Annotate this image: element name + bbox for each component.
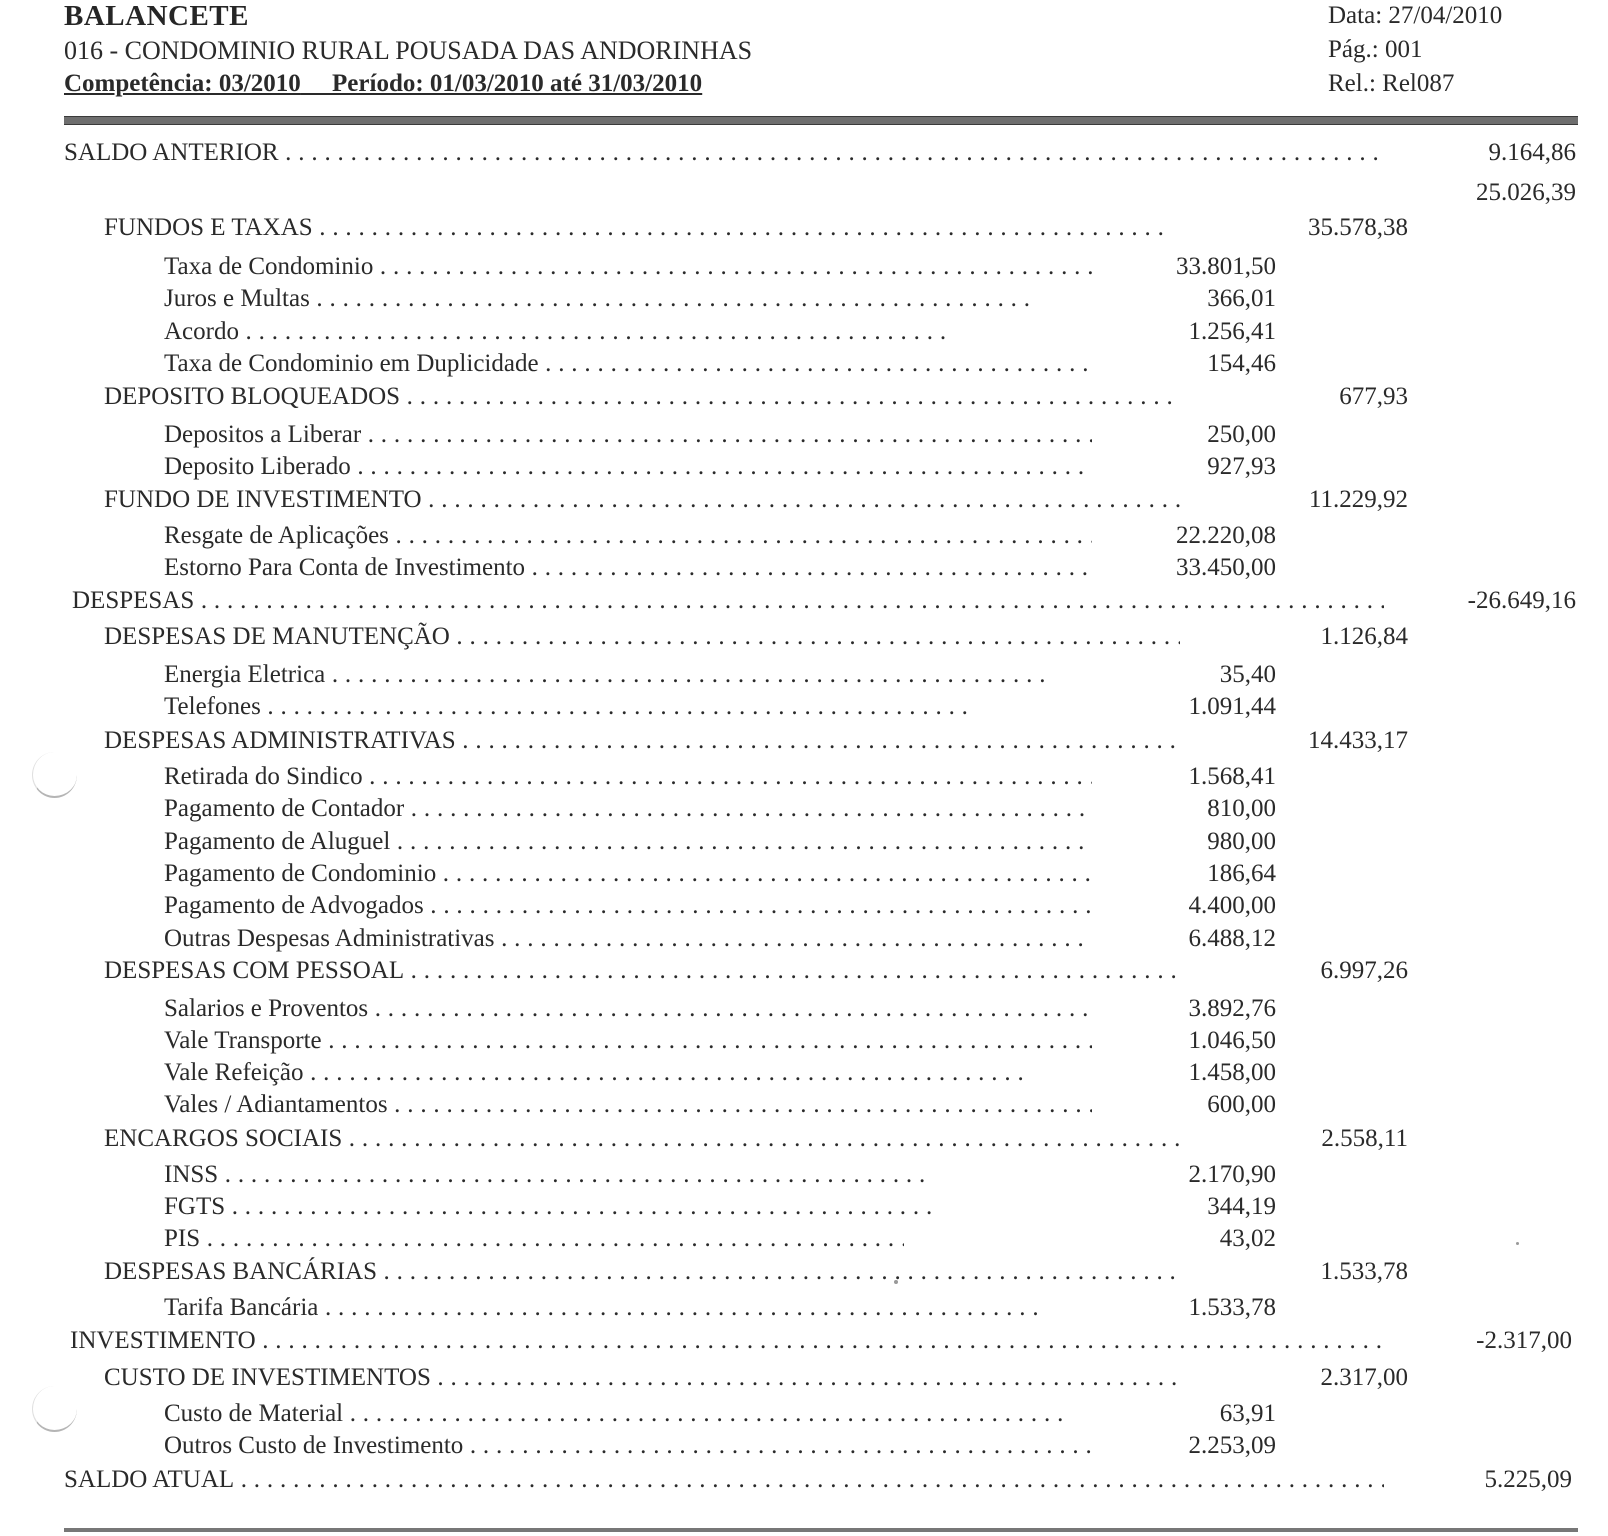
ledger-row	[0, 1326, 1608, 1356]
ledger-row	[0, 1026, 1608, 1056]
account-label: DESPESAS ADMINISTRATIVAS . . .	[104, 726, 1180, 756]
amount-value: 1.046,50	[1188, 1027, 1276, 1054]
amount-value: 1.458,00	[1188, 1059, 1276, 1086]
account-label: Depositos a Liberar . . .	[164, 420, 1092, 450]
ledger-row	[0, 726, 1608, 756]
amount-value: 9.164,86	[1488, 139, 1576, 166]
amount-value: 25.026,39	[1476, 179, 1576, 206]
account-label: Vale Refeição . . .	[164, 1058, 1024, 1088]
ledger-row	[0, 349, 1608, 379]
account-label: DESPESAS DE MANUTENÇÃO . . .	[104, 622, 1180, 652]
amount-value: 186,64	[1207, 860, 1276, 887]
ledger-row	[0, 1293, 1608, 1323]
amount-value: 6.488,12	[1188, 925, 1276, 952]
ledger-row	[0, 1058, 1608, 1088]
client-name: 016 - CONDOMINIO RURAL POUSADA DAS ANDORINHAS	[64, 36, 753, 65]
account-label: CUSTO DE INVESTIMENTOS . . .	[104, 1363, 1180, 1393]
amount-value: 35,40	[1219, 661, 1276, 688]
account-label: INSS . . .	[164, 1160, 932, 1190]
amount-value: 22.220,08	[1176, 522, 1276, 549]
account-label: DESPESAS . . .	[72, 586, 1384, 616]
report-id: Rel.: Rel087	[1328, 70, 1455, 97]
ledger-row	[0, 1224, 1608, 1254]
amount-value: 33.801,50	[1176, 253, 1276, 280]
account-label: DESPESAS BANCÁRIAS . . .	[104, 1257, 1180, 1287]
amount-value: 5.225,09	[1484, 1466, 1572, 1493]
ledger-row	[0, 284, 1608, 314]
ledger-row	[0, 1124, 1608, 1154]
period-line	[64, 70, 702, 98]
amount-value: 1.256,41	[1188, 318, 1276, 345]
account-label: Telefones . . .	[164, 692, 976, 722]
punch-hole-mark	[32, 752, 77, 798]
ledger-row	[0, 382, 1608, 412]
account-label: Energia Eletrica . . .	[164, 660, 1046, 690]
amount-value: 2.558,11	[1321, 1125, 1408, 1152]
scan-speck	[894, 1280, 898, 1284]
ledger-row	[0, 485, 1608, 515]
account-label: Pagamento de Advogados . . .	[164, 891, 1092, 921]
ledger-row	[0, 1090, 1608, 1120]
ledger-row	[0, 924, 1608, 954]
ledger-row	[0, 1192, 1608, 1222]
account-label: SALDO ATUAL . . .	[64, 1465, 1384, 1495]
amount-value: 1.533,78	[1188, 1294, 1276, 1321]
account-label: Custo de Material . . .	[164, 1399, 1062, 1429]
account-label: Vale Transporte . . .	[164, 1026, 1092, 1056]
amount-value: 154,46	[1207, 350, 1276, 377]
ledger-row	[0, 1399, 1608, 1429]
ledger-row	[0, 794, 1608, 824]
amount-value: 810,00	[1207, 795, 1276, 822]
ledger-row	[0, 1257, 1608, 1287]
account-label: Resgate de Aplicações . . .	[164, 521, 1092, 551]
ledger-row	[0, 252, 1608, 282]
amount-value: 2.317,00	[1320, 1364, 1408, 1391]
amount-value: 250,00	[1207, 421, 1276, 448]
amount-value: 35.578,38	[1308, 214, 1408, 241]
account-label: Outros Custo de Investimento . . .	[164, 1431, 1092, 1461]
amount-value: 1.126,84	[1320, 623, 1408, 650]
account-label: FUNDO DE INVESTIMENTO . . .	[104, 485, 1180, 515]
account-label: Deposito Liberado . . .	[164, 452, 1092, 482]
account-label: ENCARGOS SOCIAIS . . .	[104, 1124, 1180, 1154]
account-label: Estorno Para Conta de Investimento . . .	[164, 553, 1092, 583]
ledger-row	[0, 994, 1608, 1024]
ledger-row	[0, 827, 1608, 857]
ledger-row	[0, 660, 1608, 690]
account-label: Pagamento de Aluguel . . .	[164, 827, 1092, 857]
competencia-label: Competência: 03/2010	[64, 70, 301, 97]
account-label: Salarios e Proventos . . .	[164, 994, 1092, 1024]
amount-value: 600,00	[1207, 1091, 1276, 1118]
amount-value: 14.433,17	[1308, 727, 1408, 754]
ledger-row	[0, 859, 1608, 889]
amount-value: 344,19	[1207, 1193, 1276, 1220]
amount-value: 6.997,26	[1320, 957, 1408, 984]
amount-value: 2.170,90	[1188, 1161, 1276, 1188]
amount-value: 1.533,78	[1320, 1258, 1408, 1285]
page-number: Pág.: 001	[1328, 36, 1423, 63]
account-label: Tarifa Bancária . . .	[164, 1293, 1038, 1323]
amount-value: 43,02	[1219, 1225, 1276, 1252]
amount-value: -26.649,16	[1467, 587, 1576, 614]
amount-value: 1.568,41	[1188, 763, 1276, 790]
report-title: BALANCETE	[64, 0, 249, 32]
amount-value: 4.400,00	[1188, 892, 1276, 919]
ledger-row	[0, 622, 1608, 652]
report-date: Data: 27/04/2010	[1328, 2, 1503, 29]
ledger-row	[0, 586, 1608, 616]
account-label: FGTS . . .	[164, 1192, 938, 1222]
amount-value: 2.253,09	[1188, 1432, 1276, 1459]
account-label: Pagamento de Contador . . .	[164, 794, 1092, 824]
amount-value: -2.317,00	[1476, 1327, 1572, 1354]
ledger-row	[0, 213, 1608, 243]
amount-value: 366,01	[1207, 285, 1276, 312]
ledger-row	[0, 553, 1608, 583]
amount-value: 11.229,92	[1308, 486, 1408, 513]
ledger-row	[0, 762, 1608, 792]
account-label: PIS . . .	[164, 1224, 904, 1254]
account-label: Vales / Adiantamentos . . .	[164, 1090, 1092, 1120]
ledger-row	[0, 891, 1608, 921]
amount-value: 1.091,44	[1188, 693, 1276, 720]
account-label: FUNDOS E TAXAS . . .	[104, 213, 1172, 243]
ledger-row	[0, 1431, 1608, 1461]
scan-speck	[1516, 1242, 1519, 1245]
ledger-row	[0, 692, 1608, 722]
ledger-row	[0, 956, 1608, 986]
periodo-label: Período: 01/03/2010 até 31/03/2010	[332, 70, 703, 97]
footer-divider	[64, 1528, 1578, 1532]
ledger-row	[0, 1160, 1608, 1190]
ledger-row	[0, 138, 1608, 168]
amount-value: 3.892,76	[1188, 995, 1276, 1022]
ledger-row	[0, 317, 1608, 347]
punch-hole-mark	[32, 1386, 77, 1432]
amount-value: 980,00	[1207, 828, 1276, 855]
ledger-row	[0, 420, 1608, 450]
account-label: Retirada do Sindico . . .	[164, 762, 1092, 792]
account-label: DESPESAS COM PESSOAL . . .	[104, 956, 1180, 986]
account-label: DEPOSITO BLOQUEADOS . . .	[104, 382, 1180, 412]
amount-value: 677,93	[1339, 383, 1408, 410]
account-label: Outras Despesas Administrativas . . .	[164, 924, 1092, 954]
account-label: Taxa de Condominio em Duplicidade . . .	[164, 349, 1092, 379]
amount-value: 33.450,00	[1176, 554, 1276, 581]
account-label: Juros e Multas . . .	[164, 284, 1030, 314]
ledger-row	[0, 178, 1608, 208]
header-divider	[64, 116, 1578, 125]
amount-value: 63,91	[1219, 1400, 1276, 1427]
account-label: Pagamento de Condominio . . .	[164, 859, 1092, 889]
amount-value: 927,93	[1207, 453, 1276, 480]
account-label: SALDO ANTERIOR . . .	[64, 138, 1384, 168]
ledger-row	[0, 452, 1608, 482]
account-label: INVESTIMENTO . . .	[70, 1326, 1384, 1356]
ledger-row	[0, 521, 1608, 551]
ledger-row	[0, 1465, 1608, 1495]
ledger-row	[0, 1363, 1608, 1393]
account-label: Taxa de Condominio . . .	[164, 252, 1092, 282]
account-label: Acordo . . .	[164, 317, 954, 347]
